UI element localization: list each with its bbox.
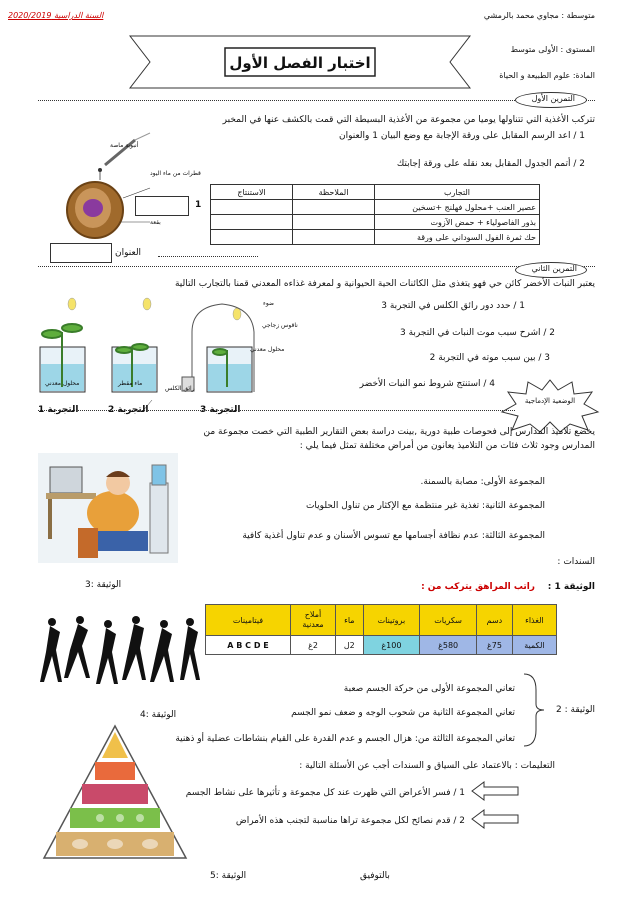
- doc2-label: الوثيقة : 2: [556, 705, 595, 715]
- head-fats: دسم: [477, 605, 513, 636]
- ex1-question-1: 1 / اعد الرسم المقابل على ورقة الإجابة مع وضع البيان 1 والعنوان: [338, 131, 585, 141]
- answer-box-1: [135, 196, 189, 216]
- instruction-q2: 2 / قدم نصائح لكل مجموعة تراها مناسبة لتجنب هذه الأمراض: [235, 816, 465, 826]
- supports-label: السندات :: [557, 557, 595, 567]
- val-sugars: 580غ: [420, 636, 477, 655]
- head-sugars: سكريات: [420, 605, 477, 636]
- doc2-line-3: تعاني المجموعة الثالثة من: هزال الجسم و عدم القدرة على القيام بنشاطات عضلية أو ذهنية: [175, 734, 515, 744]
- group-1: [421, 476, 545, 488]
- col-conclusion: الاستنتاج: [211, 185, 293, 200]
- doc3-label: الوثيقة :3: [85, 580, 122, 590]
- doc4-label: الوثيقة :4: [140, 710, 177, 720]
- exp-row-3: حك ثمرة الفول السوداني على ورقة: [375, 230, 540, 245]
- instruction-q1: 1 / فسر الأعراض التي ظهرت عند كل مجموعة و تأثيرها على نشاط الجسم: [185, 788, 465, 798]
- group-2-text: المجموعة الثانية: تغذية غير منتظمة مع الإكثار من تناول الحلويات: [305, 501, 545, 511]
- spot-label: بقعة: [150, 219, 161, 226]
- exercise1-label: التمرين الأول: [531, 94, 575, 103]
- experiment-3-label: التجربة 3: [200, 405, 241, 415]
- val-proteins: 100غ: [363, 636, 420, 655]
- exercise2-label: التمرين الثاني: [531, 264, 577, 273]
- experiment-1-label: التجربة 1: [38, 405, 79, 415]
- group-2: [306, 500, 545, 512]
- ex2-question-2: 2 / اشرح سبب موت النبات في التجربة 3: [400, 328, 555, 338]
- good-luck: بالتوفيق: [360, 871, 390, 881]
- title-label: العنوان: [115, 248, 142, 258]
- ex2-question-3: 3 / بين سبب موته في التجربة 2: [429, 353, 550, 363]
- label-number-1: 1: [195, 200, 202, 210]
- val-vitamins: A B C D E: [206, 636, 291, 655]
- ex1-question-2: 2 / أتمم الجدول المقابل بعد نقله على ورقة إجابتك: [396, 159, 585, 169]
- arrow-icon: [470, 780, 520, 802]
- experiment-2-label: التجربة 2: [108, 405, 149, 415]
- val-water: 2ل: [336, 636, 364, 655]
- group-3: [242, 530, 545, 542]
- experiments-table: [210, 184, 540, 245]
- head-minerals: أملاح معدنية: [291, 605, 336, 636]
- mineral-solution-label: محلول معدني: [250, 346, 285, 353]
- val-minerals: 2غ: [291, 636, 336, 655]
- exp-row-1: عصير العنب +محلول فهلنج +تسخين: [375, 200, 540, 215]
- doc1-title: راتب المراهق يتركب من :: [421, 582, 535, 592]
- val-quantity: الكمية: [512, 636, 556, 655]
- table-row: [211, 200, 540, 215]
- food-pyramid: [40, 722, 190, 862]
- bell-jar-label: ناقوس زجاجي: [262, 322, 298, 329]
- situation-text-2: المدارس وجود ثلاث فئات من التلاميذ يعانون من أمراض مختلفة تمثل فيما يلي :: [299, 441, 595, 451]
- head-vitamins: فيتامينات: [206, 605, 291, 636]
- doc2-brace: [520, 670, 550, 750]
- col-observation: الملاحظة: [293, 185, 375, 200]
- ex1-intro: تتركب الأغذية التي تتناولها يوميا من مجموعة من الأغذية البسيطة التي قمت بالكشف عنها في المخبر: [222, 115, 595, 125]
- head-water: ماء: [336, 605, 364, 636]
- group-3-text: المجموعة الثالثة: عدم نظافة أجسامها مع تسوس الأسنان و عدم تناول أغذية كافية: [242, 531, 545, 541]
- iodine-label: قطرات من ماء اليود: [150, 170, 201, 177]
- ex2-intro: يعتبر النبات الأخضر كائن حي فهو يتغذى مثل الكائنات الحية الحيوانية و لمعرفة غذاءه المعدني قمنا بالتجارب التالية: [174, 279, 595, 289]
- doc2-line-2: تعاني المجموعة الثانية من شحوب الوجه و ضعف نمو الجسم: [291, 708, 515, 718]
- child-eating-image: [38, 453, 178, 563]
- distilled-water-label: ماء مقطر: [118, 380, 143, 387]
- ex2-question-4: 4 / استنتج شروط نمو النبات الأخضر: [359, 379, 495, 389]
- limewater-label: رائق الكلس: [165, 385, 195, 392]
- school-year: السنة الدراسية 2020/2019: [8, 11, 104, 20]
- head-proteins: بروتينات: [363, 605, 420, 636]
- table-row: [211, 215, 540, 230]
- title-answer-box: [50, 243, 112, 263]
- col-experiments: التجارب: [375, 185, 540, 200]
- school-name: متوسطة : مجاوي محمد بالرمشي: [483, 11, 595, 20]
- integration-label: الوضعية الإدماجية: [524, 397, 576, 405]
- level: المستوى : الأولى متوسط: [510, 45, 595, 54]
- situation-text-1: يخضع تلاميذ المدارس إلى فحوصات طبية دورية ,بينت دراسة بعض التقارير الطبية التي خصت مجموعة من: [203, 427, 595, 437]
- table-row: [206, 636, 557, 655]
- pipette-label: أنبوبة ماصة: [110, 142, 139, 149]
- table-row: [211, 230, 540, 245]
- val-fats: 75غ: [477, 636, 513, 655]
- doc5-label: الوثيقة :5: [210, 871, 247, 881]
- nutrition-table: [205, 604, 557, 655]
- head-food: الغذاء: [512, 605, 556, 636]
- exam-title: اختبار الفصل الأول: [229, 54, 371, 72]
- arrow-icon: [470, 808, 520, 830]
- mineral-solution-label-1: محلول معدني: [45, 380, 80, 387]
- doc2-line-1: تعاني المجموعة الأولى من حركة الجسم صعبة: [343, 684, 515, 694]
- instructions-head: التعليمات : بالاعتماد على السياق و السندات أجب عن الأسئلة التالية :: [299, 761, 555, 771]
- exp-row-2: بذور الفاصولياء + حمض الآزوت: [375, 215, 540, 230]
- light-label: ضوء: [263, 300, 275, 307]
- ex2-question-1: 1 / حدد دور رائق الكلس في التجربة 3: [381, 301, 525, 311]
- athletes-silhouettes: [40, 612, 200, 692]
- plant-experiments-figure: [32, 292, 262, 410]
- doc1-label: الوثيقة 1 :: [547, 582, 595, 592]
- subject: المادة: علوم الطبيعة و الحياة: [499, 71, 595, 80]
- group-1-text: المجموعة الأولى: مصابة بالسمنة.: [420, 477, 545, 487]
